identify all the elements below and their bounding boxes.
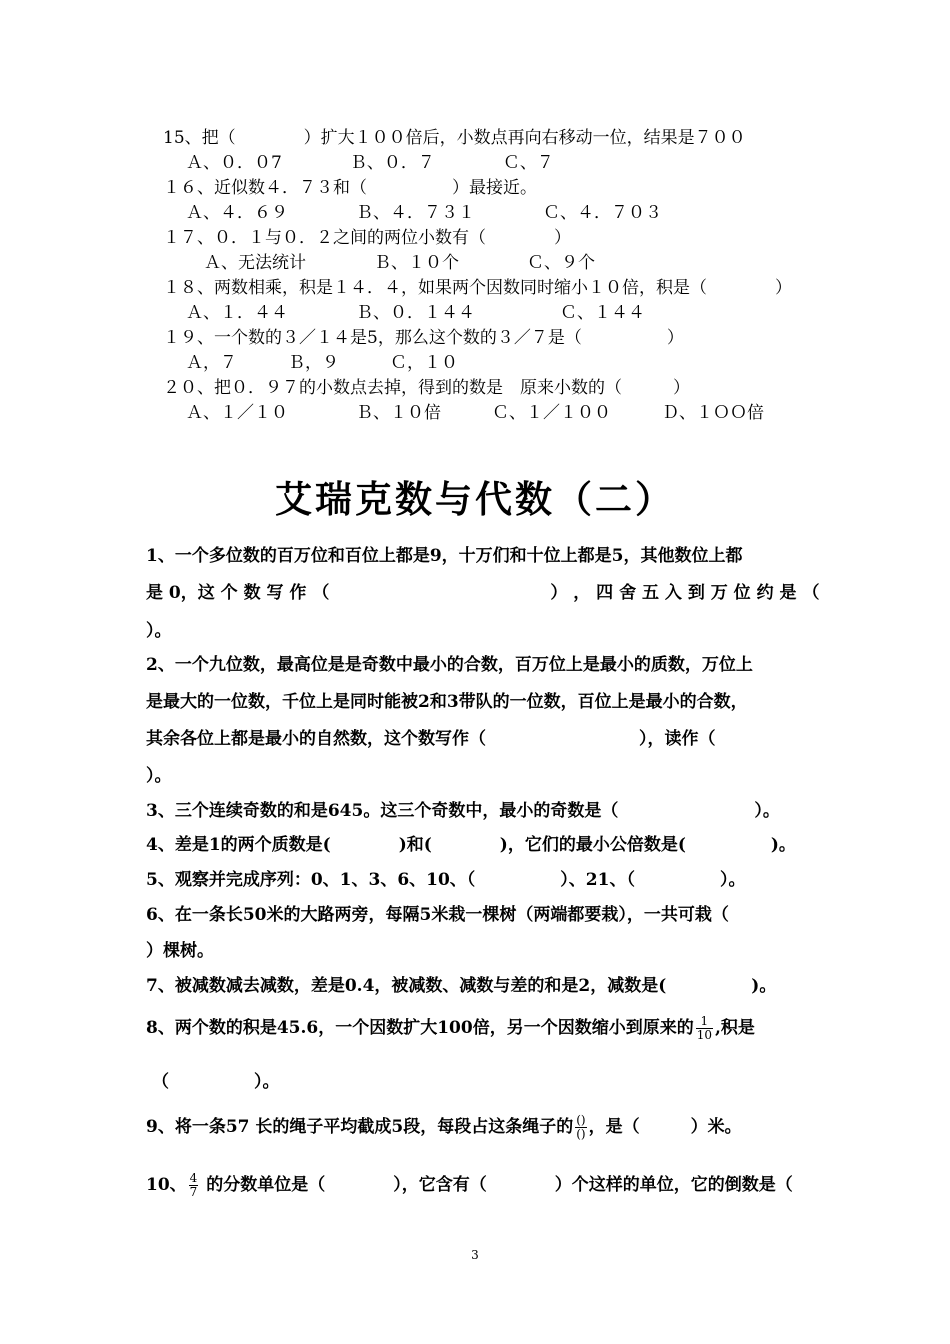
q6-line1: 6、在一条长50米的大路两旁，每隔5米栽一棵树（两端都要栽），一共可栽（ [146, 905, 729, 925]
q15-options: Ａ、０．０7 Ｂ、０．７ Ｃ、７ [186, 153, 554, 173]
q10-fraction-numerator: 4 [189, 1171, 198, 1185]
q10-line [146, 1172, 793, 1199]
q16-text: １６、近似数４．７３和（ ）最接近。 [163, 178, 537, 198]
q8-fraction [696, 1015, 713, 1042]
q17-options: Ａ、无法统计 Ｂ、１０个 Ｃ、９个 [204, 253, 595, 273]
q8-text: 8、两个数的积是45.6，一个因数扩大100倍，另一个因数缩小到原来的 [146, 1018, 694, 1038]
page-number: 3 [471, 1248, 479, 1262]
q9-fraction-numerator: () [576, 1113, 586, 1127]
q19-text: １９、一个数的３／１４是5，那么这个数的３／７是（ ） [163, 328, 684, 348]
q4-text: 4、差是1的两个质数是( )和( )，它们的最小公倍数是( )。 [146, 835, 796, 855]
q18-text: １８、两数相乘，积是１４．４，如果两个因数同时缩小１０倍，积是（ ） [163, 278, 792, 298]
q18-options: Ａ、１．４４ Ｂ、０．１４４ Ｃ、１４４ [186, 303, 645, 323]
q3-text: 3、三个连续奇数的和是645。这三个奇数中，最小的奇数是（ ）。 [146, 801, 780, 821]
q8-line1 [146, 1015, 755, 1042]
q5-text: 5、观察并完成序列：0、1、3、6、10、（ ）、21、（ ）。 [146, 870, 746, 890]
q8-line2: （ ）。 [152, 1072, 280, 1092]
q8-fraction-denominator: 10 [696, 1028, 712, 1042]
q1-line3: ）。 [146, 621, 172, 641]
q9-fraction [575, 1114, 586, 1141]
q7-text: 7、被减数减去减数，差是0.4，被减数、减数与差的和是2，减数是( )。 [146, 976, 777, 996]
q1-line2: 是 0，这 个 数 写 作 （ ） ， 四 舍 五 入 到 万 位 约 是 （ [146, 583, 820, 603]
q2-line4: ）。 [146, 766, 172, 786]
q10-text: 的分数单位是（ ），它含有（ ）个这样的单位，它的倒数是（ [200, 1175, 793, 1195]
q20-text: ２０、把０．９７的小数点去掉，得到的数是 原来小数的（ ） [163, 378, 690, 398]
q6-line2: ）棵树。 [146, 941, 214, 961]
q2-line2: 是最大的一位数，千位上是同时能被2和3带队的一位数，百位上是最小的合数， [146, 692, 748, 712]
q10-fraction [189, 1172, 199, 1199]
q8-fraction-numerator: 1 [696, 1015, 713, 1029]
q16-options: Ａ、４．６９ Ｂ、４．７３１ Ｃ、４．７０３ [186, 203, 662, 223]
q10-number: 10、 [146, 1175, 187, 1195]
q10-fraction-denominator: 7 [189, 1185, 198, 1199]
q9-line [146, 1114, 742, 1141]
q8-text-end: ,积是 [715, 1018, 755, 1038]
q9-text: 9、将一条57 长的绳子平均截成5段，每段占这条绳子的 [146, 1117, 574, 1137]
q2-line1: 2、一个九位数，最高位是是奇数中最小的合数，百万位上是最小的质数，万位上 [146, 655, 753, 675]
q2-line3: 其余各位上都是最小的自然数，这个数写作（ ），读作（ [146, 729, 716, 749]
q9-fraction-denominator: () [576, 1127, 586, 1141]
q15-text: 15、把（ ）扩大１００倍后，小数点再向右移动一位，结果是７００ [163, 128, 746, 148]
q17-text: １７、０．１与０．２之间的两位小数有（ ） [163, 228, 571, 248]
q1-line1: 1、一个多位数的百万位和百位上都是9，十万们和十位上都是5，其他数位上都 [146, 546, 743, 566]
q20-options: Ａ、１／１０ Ｂ、１０倍 Ｃ、１／１００ Ｄ、１ＯＯ倍 [186, 403, 764, 423]
section-title: 艾瑞克数与代数（二） [275, 477, 675, 521]
q9-text-end: ，是（ ）米。 [588, 1117, 742, 1137]
q19-options: Ａ，７ Ｂ，９ Ｃ，１０ [186, 353, 458, 373]
